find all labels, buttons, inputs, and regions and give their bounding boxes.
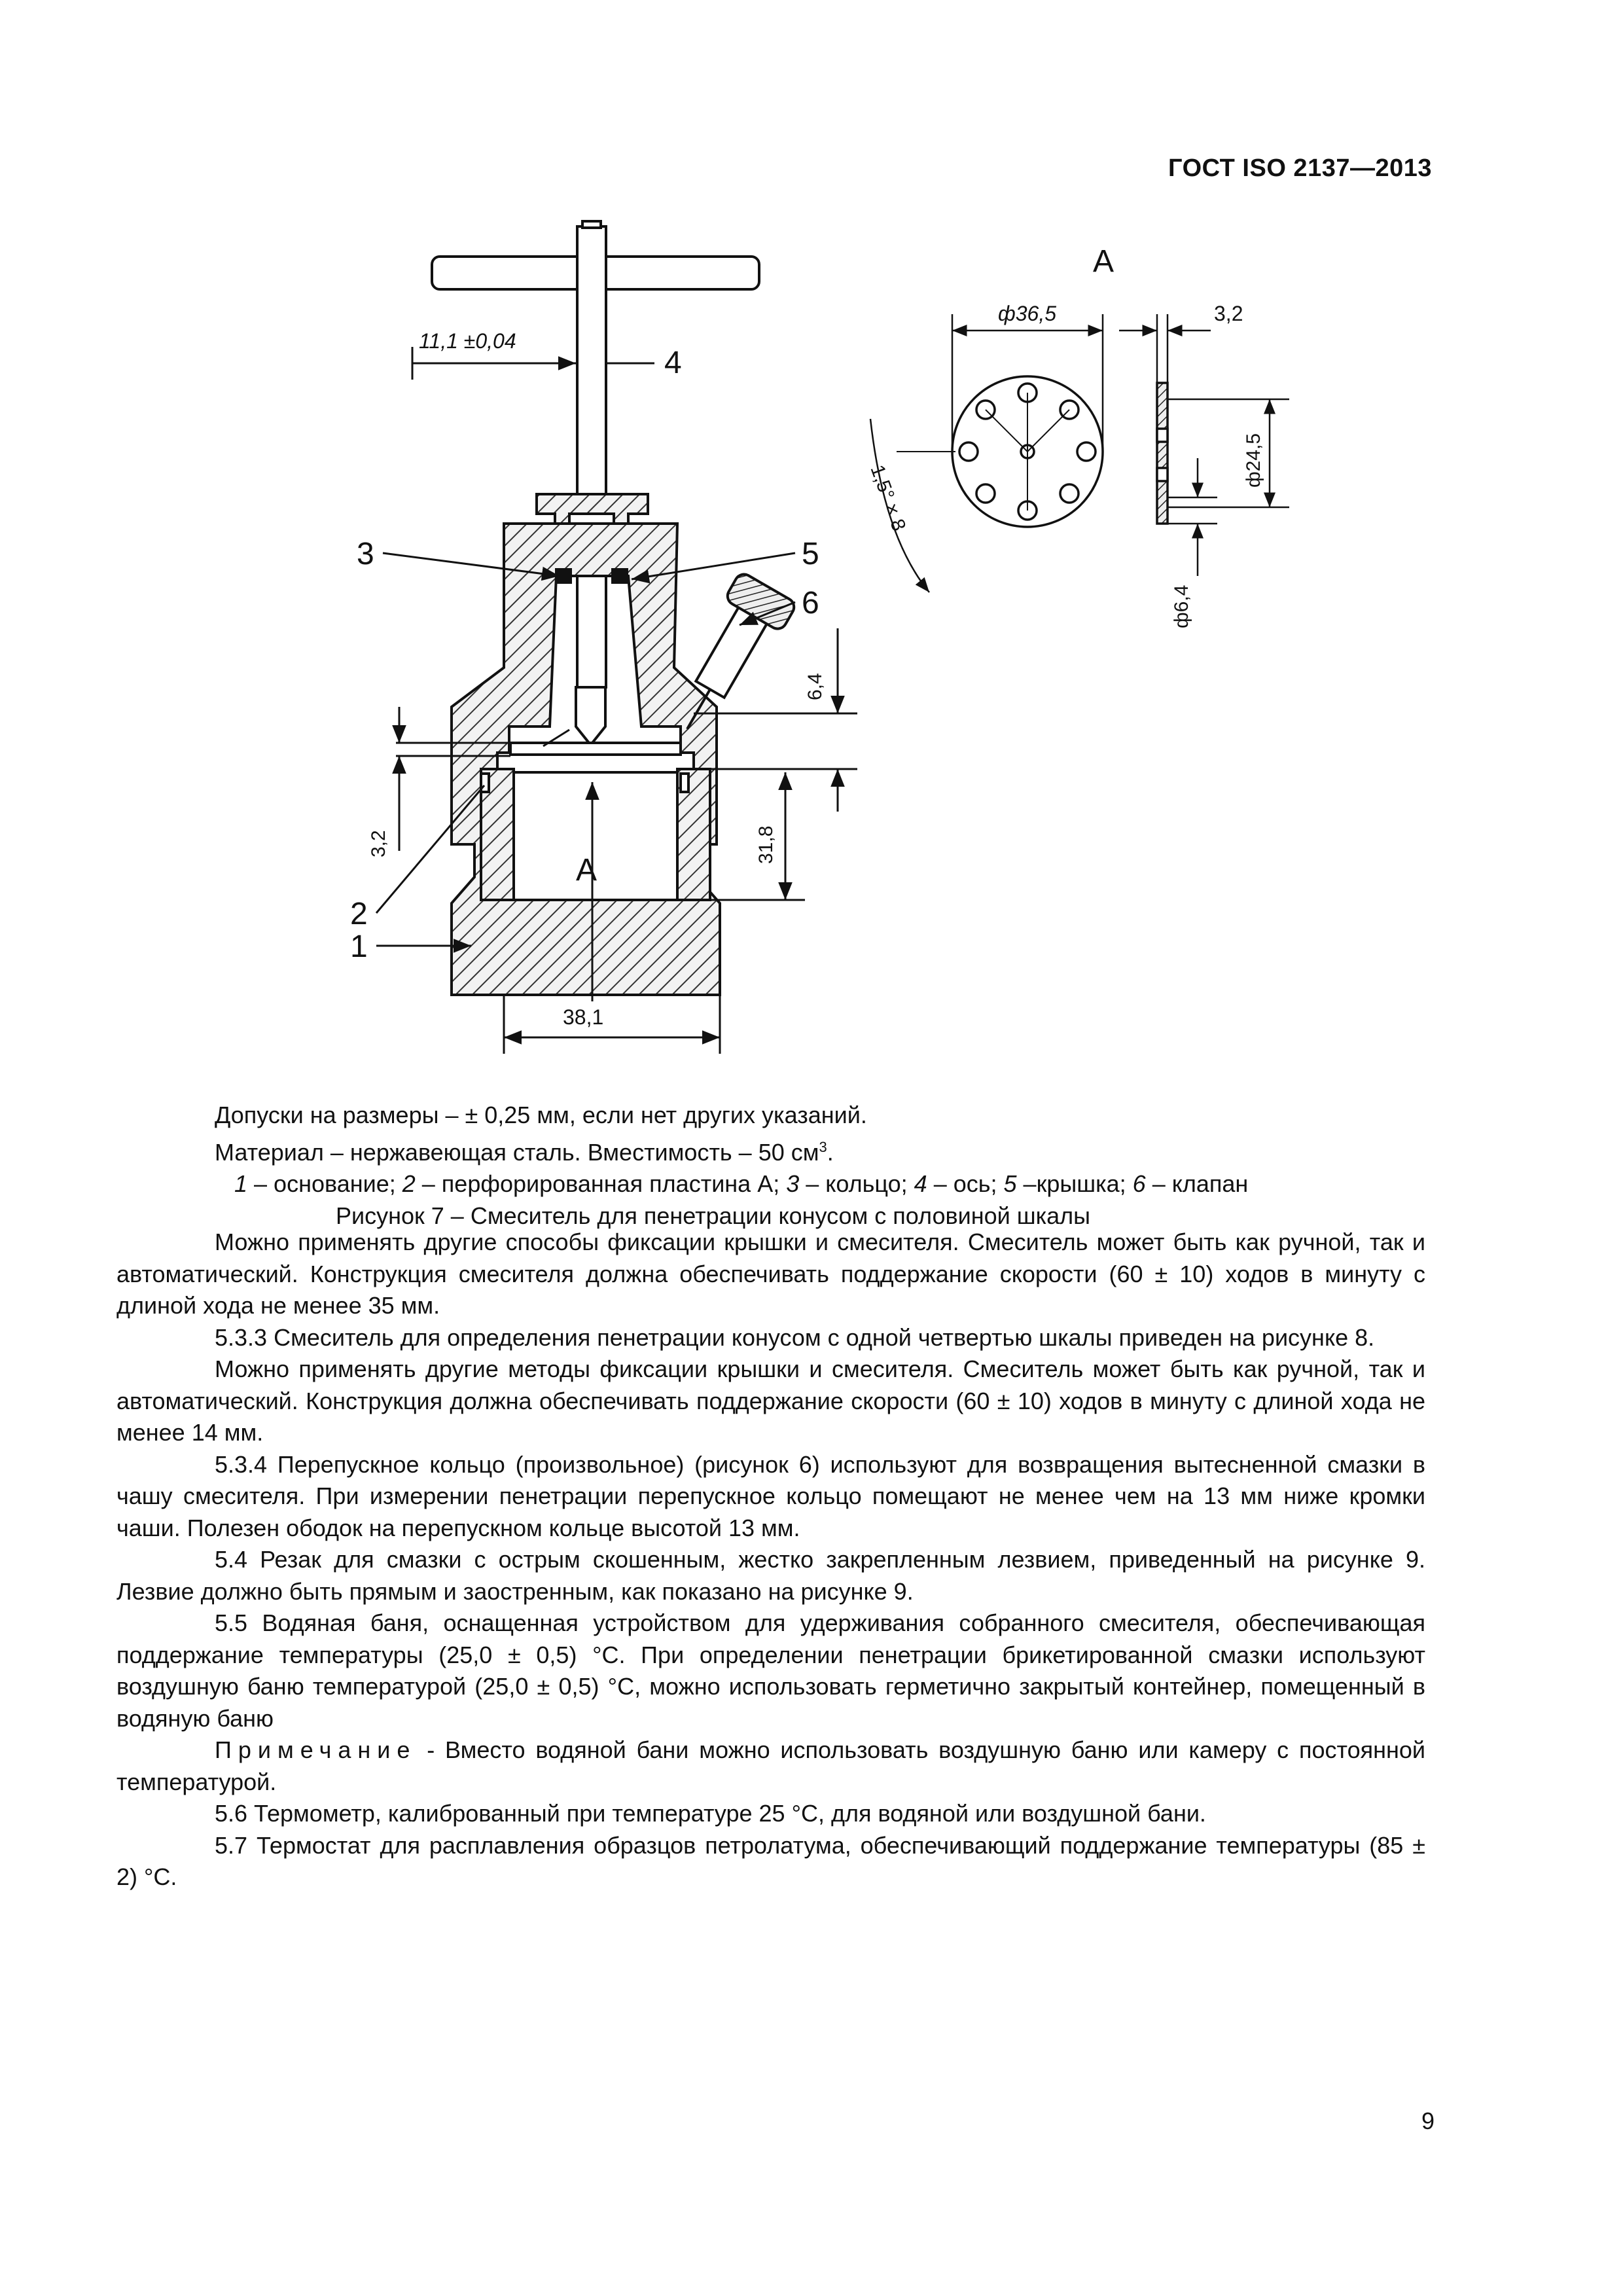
plate-view-a [870, 314, 1289, 592]
paragraph-5-6: 5.6 Термометр, калиброванный при температуре 25 °С, для водяной или воздушной бани. [215, 1800, 1206, 1827]
callout-1: 1 [350, 929, 368, 964]
dim-plate-diameter: ф36,5 [998, 302, 1057, 325]
material-note [116, 1132, 1425, 1169]
dim-hole-diameter: ф6,4 [1171, 584, 1192, 628]
dim-cup-width: 38,1 [563, 1005, 604, 1029]
legend-text-4: – ось; [927, 1170, 1004, 1197]
paragraph-5-5: 5.5 Водяная баня, оснащенная устройством для удерживания собранного смесителя, обеспечивающая поддержание температуры (25,0 ± 0,5) °С. При определении пенетрации брикетированной смазки используют воздушную баню температурой (25,0 ± 0,5) °С, можно использовать герметично закрытый контейнер, помещенный в водяную баню [116, 1609, 1425, 1732]
material-text: Материал – нержавеющая сталь. Вместимость – 50 см [215, 1138, 819, 1166]
paragraph-3: Можно применять другие методы фиксации крышки и смесителя. Смеситель может быть как ручной, так и автоматический. Конструкция должна обеспечивать поддержание скорости (60 ± 10) ходов в минуту с длиной хода не менее 14 мм. [116, 1355, 1425, 1446]
paragraph-5-3-3: 5.3.3 Смеситель для определения пенетрации конусом с одной четвертью шкалы приведен на рисунке 8. [215, 1323, 1375, 1351]
paragraph-5-4: 5.4 Резак для смазки с острым скошенным, жестко закрепленным лезвием, приведенный на рисунке 9. Лезвие должно быть прямым и заостренным, как показано на рисунке 9. [116, 1546, 1425, 1605]
paragraph-1: Можно применять другие способы фиксации крышки и смесителя. Смеситель может быть как ручной, так и автоматический. Конструкция смесителя должна обеспечивать поддержание скорости (60 ± 10) ходов в минуту с длиной хода не менее 35 мм. [116, 1229, 1425, 1319]
legend-num-6: 6 [1132, 1170, 1146, 1197]
dim-plate-offset: 3,2 [368, 830, 389, 857]
callout-4: 4 [664, 346, 682, 380]
dim-cup-depth: 31,8 [755, 825, 777, 864]
view-label-a: А [1093, 244, 1115, 279]
figure-7-drawing [0, 0, 1623, 1073]
figure-legend [116, 1168, 1425, 1200]
figure-caption: Рисунок 7 – Смеситель для пенетрации конусом с половиной шкалы [336, 1202, 1091, 1229]
callout-3: 3 [357, 537, 374, 571]
figure-notes [116, 1100, 1425, 1232]
paragraph-note [116, 1734, 1425, 1798]
legend-num-1: 1 [234, 1170, 248, 1197]
document-header: ГОСТ ISO 2137—2013 [1168, 154, 1432, 182]
paragraph-5-7: 5.7 Термостат для расплавления образцов петролатума, обеспечивающий поддержание температуры (85 ± 2) °С. [116, 1831, 1425, 1890]
legend-num-2: 2 [402, 1170, 416, 1197]
note-text: - Вместо водяной бани можно использовать воздушную баню или камеру с постоянной температурой. [116, 1736, 1425, 1795]
legend-num-3: 3 [786, 1170, 800, 1197]
callout-6: 6 [802, 586, 819, 620]
legend-text-3: – кольцо; [799, 1170, 914, 1197]
dim-hole-angle: 1,5° × 8 [866, 462, 910, 534]
body-text [116, 1227, 1425, 1893]
legend-text-2: – перфорированная пластина А; [415, 1170, 787, 1197]
callout-5: 5 [802, 537, 819, 571]
material-end: . [827, 1138, 834, 1166]
dim-plate-thickness: 3,2 [1214, 302, 1243, 325]
legend-text-5: –крышка; [1016, 1170, 1133, 1197]
callout-2: 2 [350, 897, 368, 931]
arrow-label-a: А [576, 853, 597, 888]
legend-text-1: – основание; [247, 1170, 402, 1197]
dim-axis-dist: 11,1 ±0,04 [419, 329, 516, 353]
dim-hole-circle: ф24,5 [1243, 433, 1264, 488]
material-superscript: 3 [819, 1138, 827, 1155]
legend-num-5: 5 [1003, 1170, 1017, 1197]
tolerance-note: Допуски на размеры – ± 0,25 мм, если нет других указаний. [215, 1102, 867, 1128]
mixer-drawing-svg [0, 0, 1623, 1073]
dim-valve-offset: 6,4 [804, 673, 826, 700]
page-number: 9 [1421, 2108, 1435, 2134]
note-label: Примечание [215, 1736, 417, 1763]
legend-num-4: 4 [914, 1170, 927, 1197]
paragraph-5-3-4: 5.3.4 Перепускное кольцо (произвольное) (рисунок 6) используют для возвращения вытесненной смазки в чашу смесителя. При измерении пенетрации перепускное кольцо помещают не менее чем на 13 мм ниже кромки чаши. Полезен ободок на перепускном кольце высотой 13 мм. [116, 1450, 1425, 1541]
legend-text-6: – клапан [1145, 1170, 1249, 1197]
